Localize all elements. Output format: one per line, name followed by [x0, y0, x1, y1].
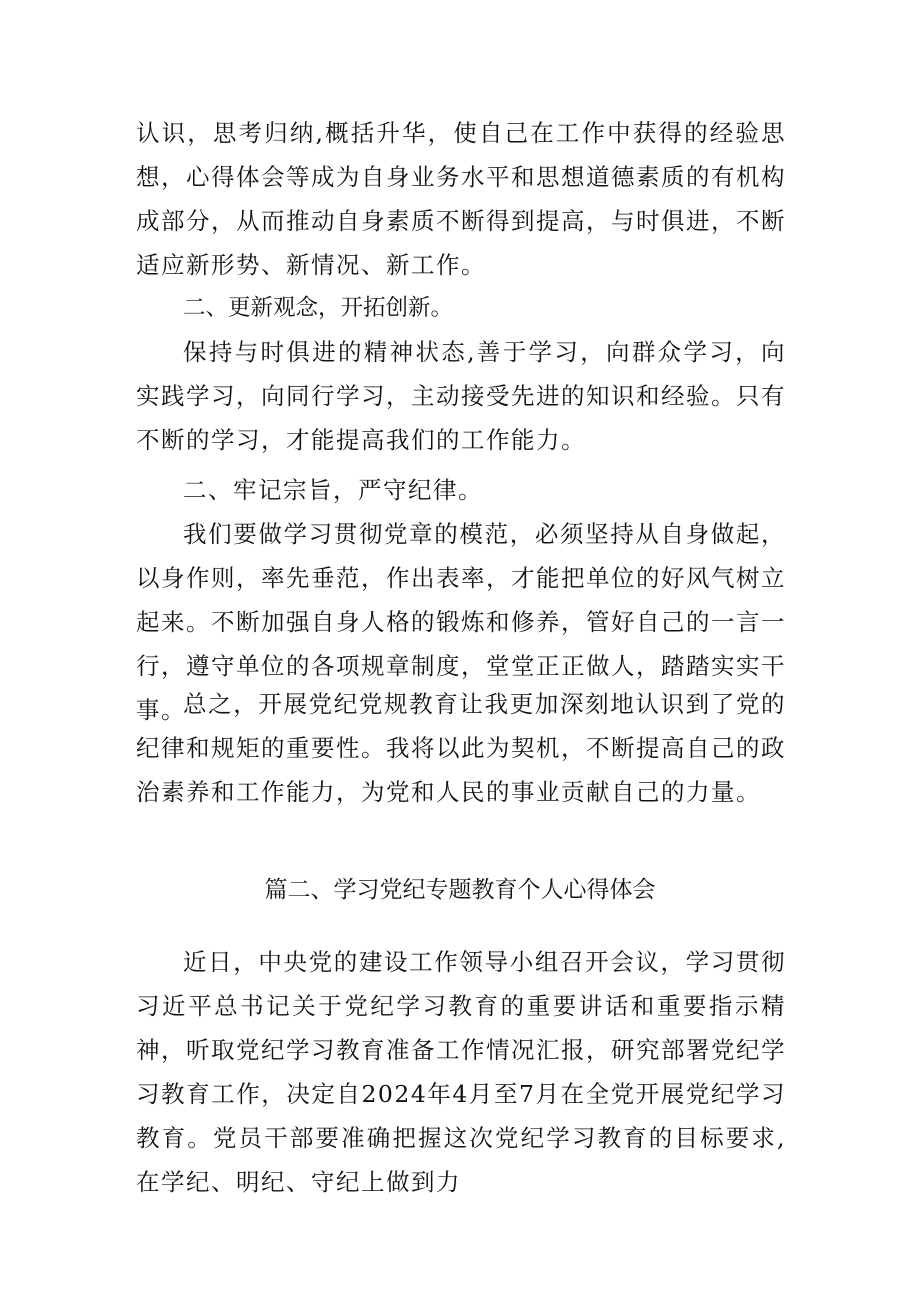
paragraph-role-model: 我们要做学习贯彻党章的模范，必须坚持从自身做起，以身作则，率先垂范，作出表率，才能把单位的好风气树立起来。不断加强自身人格的锻炼和修养，管好自己的一言一行，遵守单位的各项规章制度，堂堂正正做人，踏踏实实干事。	[136, 520, 786, 724]
paragraph-continuation: 认识，思考归纳,概括升华，使自己在工作中获得的经验思想，心得体会等成为自身业务水平和思想道德素质的有机构成部分，从而推动自身素质不断得到提高，与时俱进，不断适应新形势、新情况、新工作。	[136, 119, 786, 279]
heading-discipline: 二、牢记宗旨，严守纪律。	[183, 476, 483, 504]
paragraph-recent-meeting: 近日，中央党的建设工作领导小组召开会议，学习贯彻习近平总书记关于党纪学习教育的重要讲话和重要指示精神，听取党纪学习教育准备工作情况汇报，研究部署党纪学习教育工作，决定自2024年4月至7月在全党开展党纪学习教育。党员干部要准确把握这次党纪学习教育的目标要求,在学纪、明纪、守纪上做到力	[136, 948, 786, 1196]
section-title: 篇二、学习党纪专题教育个人心得体会	[264, 877, 656, 903]
paragraph-keep-learning: 保持与时俱进的精神状态,善于学习，向群众学习，向实践学习，向同行学习，主动接受先进的知识和经验。只有不断的学习，才能提高我们的工作能力。	[136, 338, 786, 454]
heading-update-concepts: 二、更新观念，开拓创新。	[183, 295, 454, 321]
paragraph-conclusion: 总之，开展党纪党规教育让我更加深刻地认识到了党的纪律和规矩的重要性。我将以此为契机，不断提高自己的政治素养和工作能力，为党和人民的事业贡献自己的力量。	[136, 690, 786, 806]
